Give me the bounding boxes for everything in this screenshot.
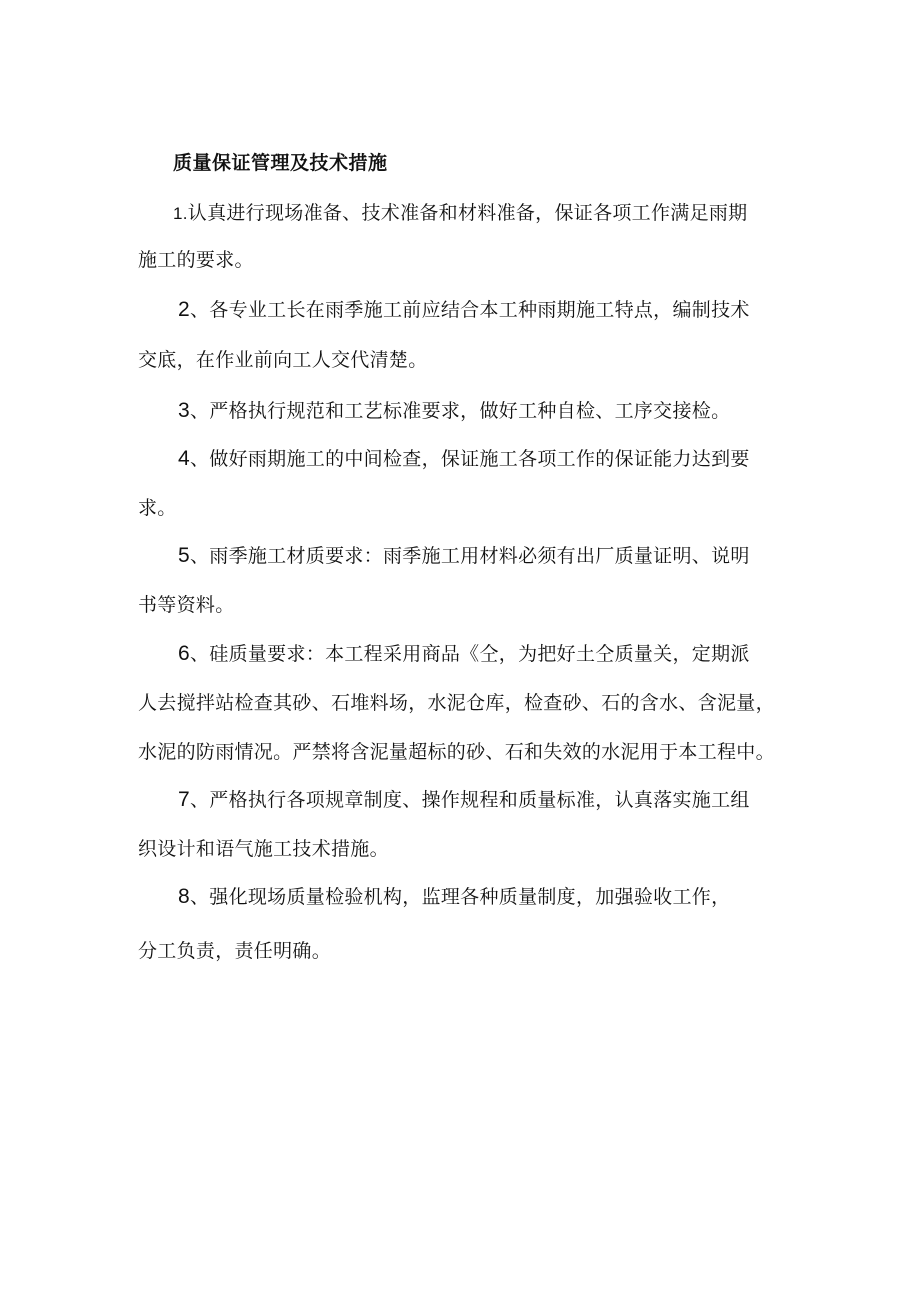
item-text: 、严格执行各项规章制度、操作规程和质量标准，认真落实施工组	[189, 789, 750, 811]
list-item-4-line-2: 求。	[138, 497, 177, 519]
list-item-1-line-1	[173, 199, 747, 228]
list-item-1-line-2: 施工的要求。	[138, 249, 254, 271]
list-item-5-line-1	[178, 542, 750, 570]
item-number: 7	[178, 788, 190, 811]
item-number: 2	[178, 298, 190, 321]
list-item-6-line-1	[178, 640, 750, 668]
item-number: 3	[178, 399, 190, 422]
list-item-2-line-1	[178, 296, 750, 324]
item-number: 5	[178, 544, 190, 567]
list-item-4-line-1	[178, 445, 750, 473]
item-text: 、做好雨期施工的中间检查，保证施工各项工作的保证能力达到要	[189, 448, 750, 470]
list-item-8-line-1	[178, 883, 730, 911]
item-text: 、硅质量要求：本工程采用商品《仝，为把好土仝质量关，定期派	[189, 643, 750, 665]
item-text: 、雨季施工材质要求：雨季施工用材料必须有出厂质量证明、说明	[189, 545, 750, 567]
item-number: 4	[178, 447, 190, 470]
item-text: 认真进行现场准备、技术准备和材料准备，保证各项工作满足雨期	[187, 202, 748, 224]
list-item-7-line-1	[178, 786, 750, 814]
item-text: 、各专业工长在雨季施工前应结合本工种雨期施工特点，编制技术	[189, 299, 750, 321]
list-item-7-line-2: 织设计和语气施工技术措施。	[138, 838, 389, 860]
document-title: 质量保证管理及技术措施	[173, 152, 388, 174]
list-item-2-line-2: 交底，在作业前向工人交代清楚。	[138, 349, 428, 371]
item-number: 8	[178, 885, 190, 908]
list-item-3-line-1	[178, 397, 730, 425]
list-item-8-line-2: 分工负责，责任明确。	[138, 940, 332, 962]
item-text: 、强化现场质量检验机构，监理各种质量制度，加强验收工作，	[189, 886, 731, 908]
list-item-5-line-2: 书等资料。	[138, 594, 235, 616]
list-item-6-line-3: 水泥的防雨情况。严禁将含泥量超标的砂、石和失效的水泥用于本工程中。	[138, 741, 775, 763]
item-number: 6	[178, 642, 190, 665]
item-text: 、严格执行规范和工艺标准要求，做好工种自检、工序交接检。	[189, 400, 731, 422]
list-item-6-line-2: 人去搅拌站检查其砂、石堆料场，水泥仓库，检查砂、石的含水、含泥量，	[138, 692, 775, 714]
item-number: 1.	[173, 204, 188, 223]
